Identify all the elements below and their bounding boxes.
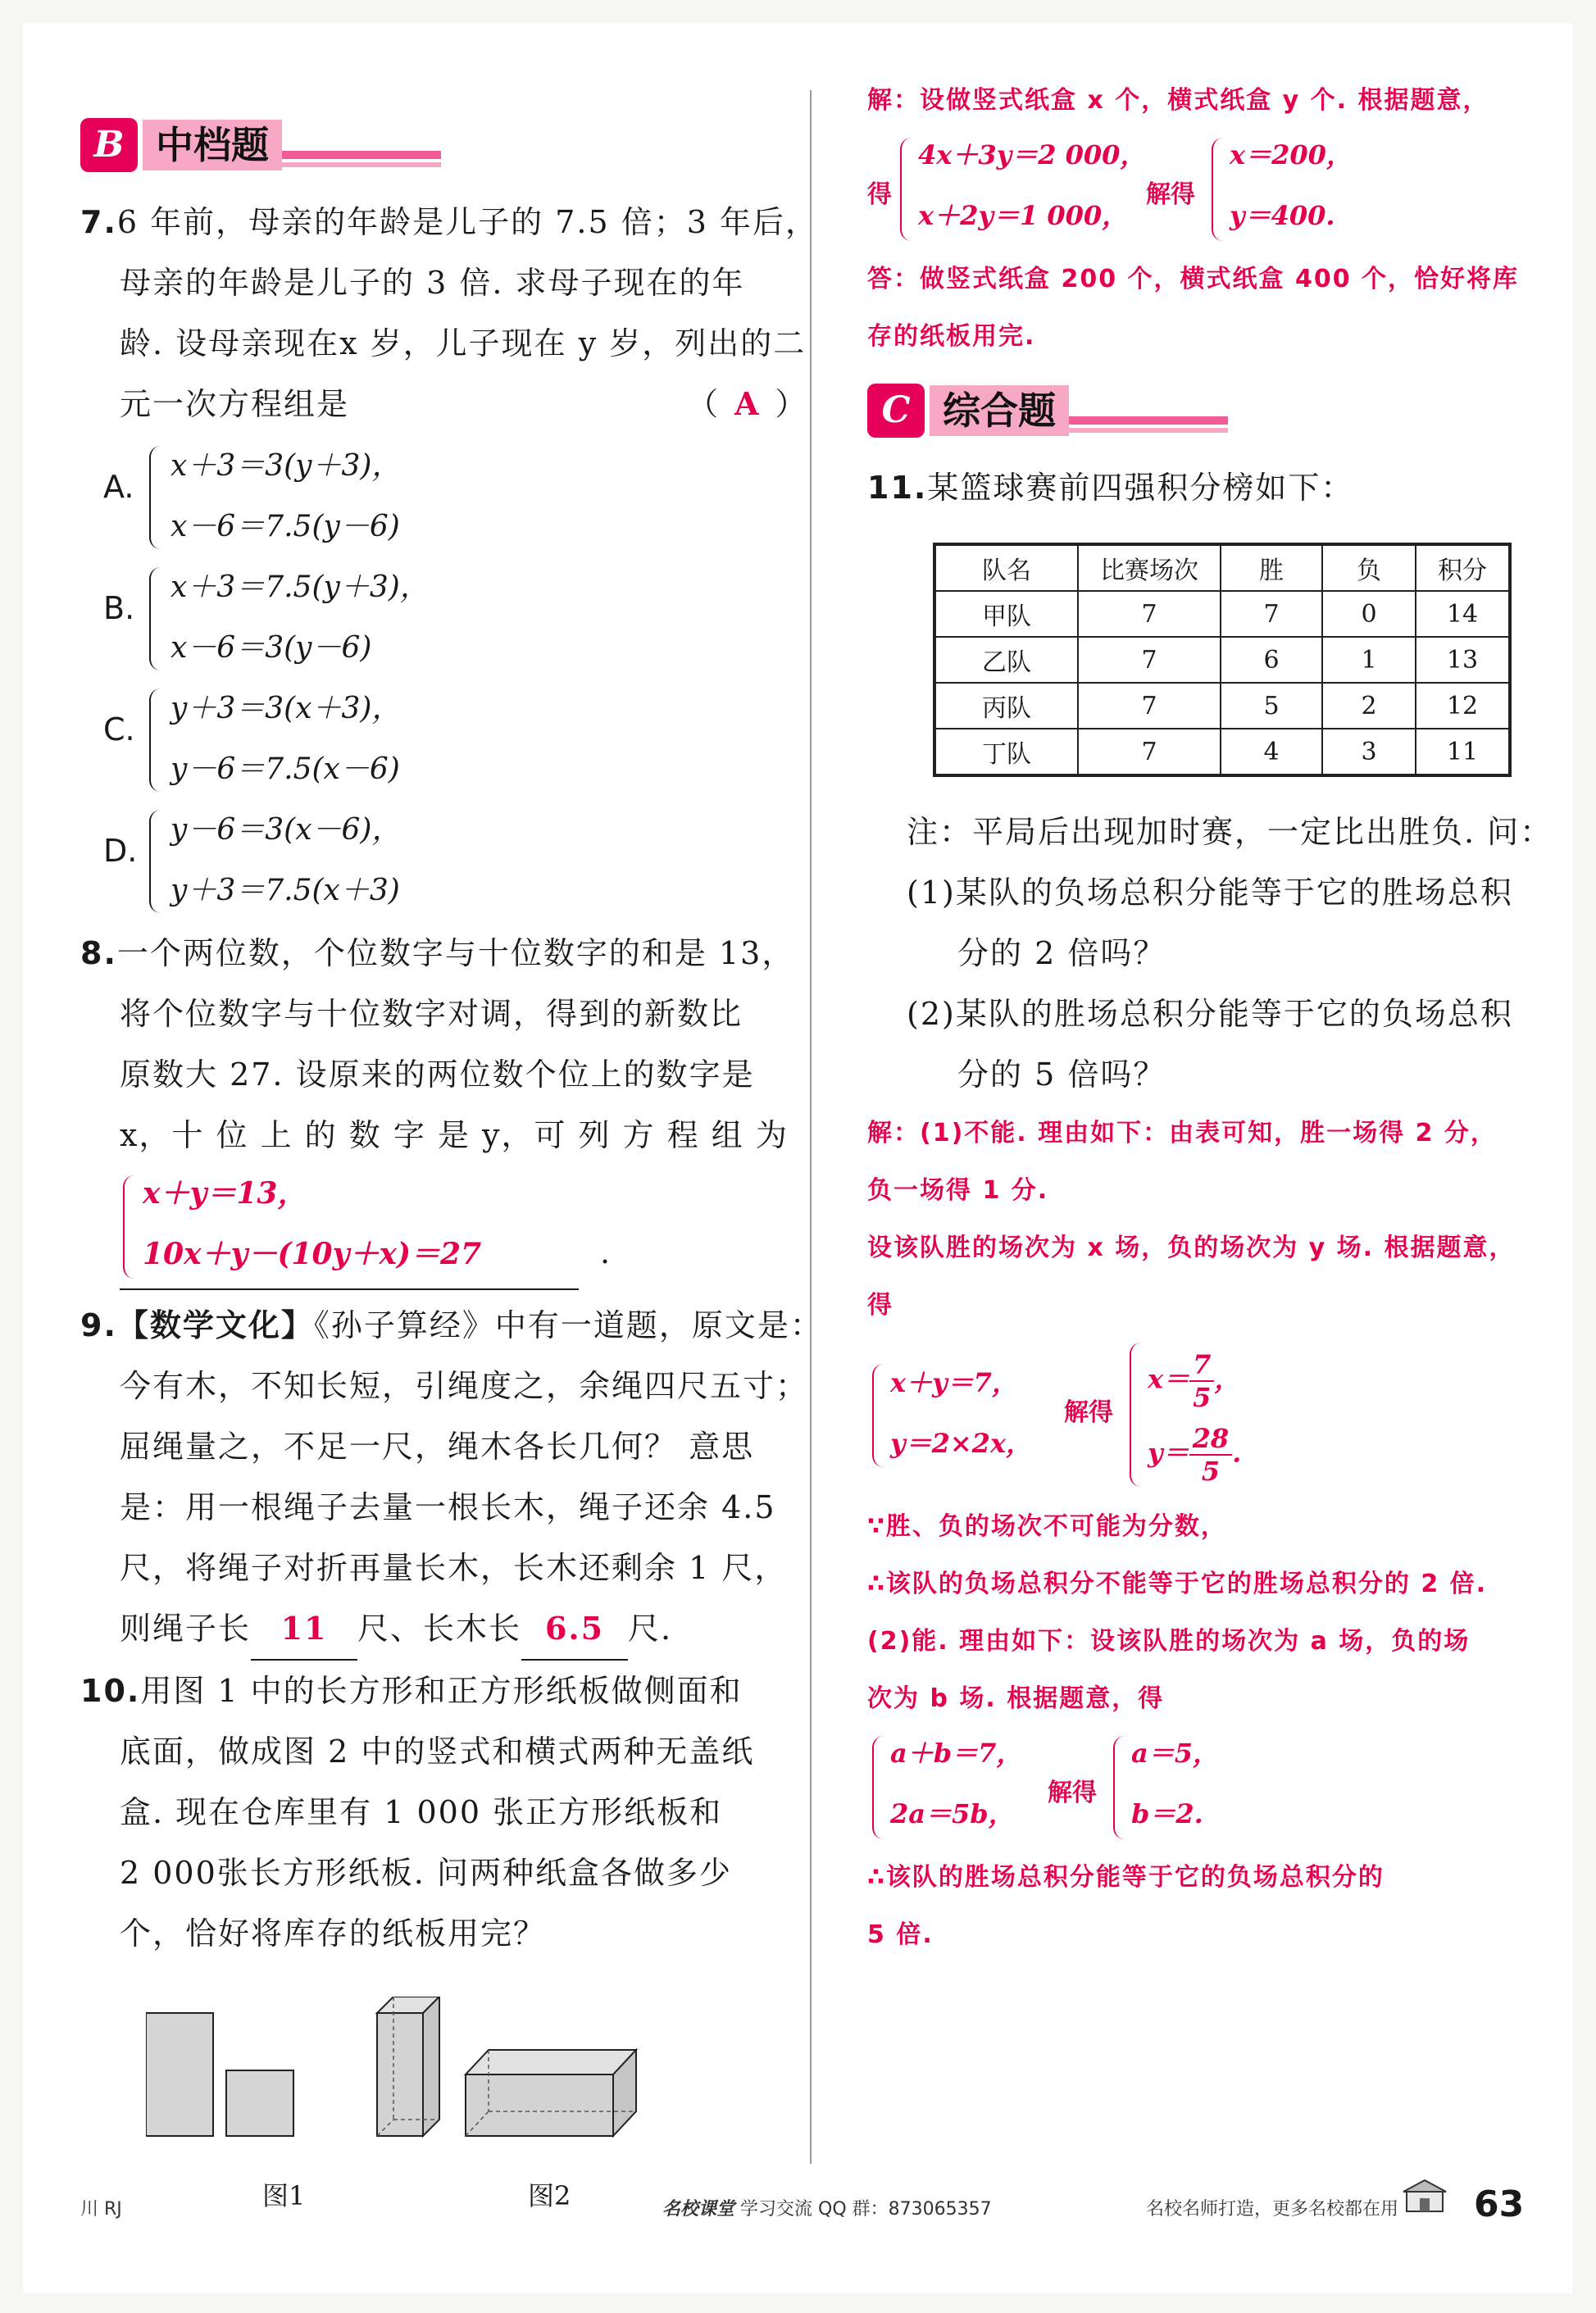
section-c-header xyxy=(867,379,1539,448)
brace xyxy=(149,446,167,549)
brace xyxy=(123,1175,141,1279)
rectangle-board xyxy=(146,2013,213,2136)
section-c-stripe-2 xyxy=(1064,428,1228,433)
q7-line-2: 母亲的年龄是儿子的 3 倍. 求母子现在的年 xyxy=(120,265,745,301)
footer-qq: 学习交流 QQ 群：873065357 xyxy=(740,2199,992,2220)
q11-system-a: x＋y＝7， y＝2×2x， 解得 x＝ $\frac{7}{5}$ ， y＝ $\frac{28}{5}$ . xyxy=(867,1334,1539,1498)
q7-option-d: D. y－6＝3(x－6)， y＋3＝7.5(x＋3) xyxy=(80,802,785,923)
q8-line-4: x，十 位 上 的 数 字 是 y，可 列 方 程 组 为 xyxy=(120,1117,789,1153)
q11-sol-8: 次为 b 场. 根据题意，得 xyxy=(867,1684,1165,1713)
standings-table xyxy=(933,543,1512,777)
q7-line-1: 6 年前，母亲的年龄是儿子的 7.5 倍；3 年后， xyxy=(116,204,818,240)
table-row: 乙队 7 6 1 13 xyxy=(934,637,1510,683)
page-number: 63 xyxy=(1474,2183,1525,2225)
q9-blank-wood: 6.5 xyxy=(521,1598,628,1661)
q8-answer-system: x＋y＝13， 10x＋y－(10y＋x)＝27 . xyxy=(120,1166,579,1290)
col-losses: 负 xyxy=(1322,544,1416,591)
question-11 xyxy=(867,457,1553,1964)
footer-edition: 川 RJ xyxy=(80,2199,122,2220)
table-header-row xyxy=(934,544,1510,591)
q11-number: 11. xyxy=(867,470,928,506)
q11-system-b: a＋b＝7， 2a＝5b， 解得 a＝5， b＝2. xyxy=(867,1728,1539,1849)
section-b-label: 中档题 xyxy=(143,120,282,170)
q7-answer-bracket: （ A ） xyxy=(687,385,808,422)
brace xyxy=(149,567,167,670)
q10-number: 10. xyxy=(80,1673,141,1709)
q11-sol-1: 解：(1)不能. 理由如下：由表可知，胜一场得 2 分， xyxy=(867,1119,1497,1147)
table-row: 甲队 7 7 0 14 xyxy=(934,591,1510,637)
q9-tag: 【数学文化】 xyxy=(116,1306,314,1343)
q9-number: 9. xyxy=(80,1307,117,1343)
q11-text: 某篮球赛前四强积分榜如下： xyxy=(927,470,1354,506)
question-8 xyxy=(80,923,795,1290)
col-wins: 胜 xyxy=(1221,544,1322,591)
brand-logo-icon xyxy=(1400,2177,1449,2218)
question-9: 9.【数学文化】《孙子算经》中有一道题，原文是： 今有木，不知长短，引绳度之，余绳四尺五寸； 屈绳量之，不足一尺，绳木各长几何？ 意思 是：用一根绳子去量一根长木，绳子还余 4.5 尺，将绳子对折再量长木，长木还剩余 1 尺， 则绳子长 11 尺、长木长 6.5 尺. xyxy=(80,1295,785,1661)
q11-sol-5: ∵胜、负的场次不可能为分数， xyxy=(867,1512,1227,1541)
q10-sol-line-2: 答：做竖式纸盒 200 个，横式纸盒 400 个，恰好将库 xyxy=(867,265,1520,293)
q11-sol-2: 负一场得 1 分. xyxy=(867,1176,1049,1205)
q10-solution xyxy=(867,72,1539,366)
question-10 xyxy=(80,1661,785,2243)
brace xyxy=(872,1364,890,1467)
q11-sol-6: ∴该队的负场总积分不能等于它的胜场总积分的 2 倍. xyxy=(867,1570,1488,1598)
q7-option-b: B. x＋3＝7.5(y＋3)， x－6＝3(y－6) xyxy=(80,559,785,680)
q7-line-4: 元一次方程组是 xyxy=(120,386,350,422)
section-b-header xyxy=(80,113,785,182)
q11-sol-9: ∴该队的胜场总积分能等于它的负场总积分的 xyxy=(867,1863,1385,1892)
brace xyxy=(900,138,918,241)
q8-line-1: 一个两位数，个位数字与十位数字的和是 13， xyxy=(116,935,795,971)
q11-part-2b: 分的 5 倍吗？ xyxy=(957,1057,1166,1093)
q8-number: 8. xyxy=(80,935,117,971)
q7-number: 7. xyxy=(80,204,117,240)
q11-sol-3: 设该队胜的场次为 x 场，负的场次为 y 场. 根据题意， xyxy=(867,1234,1516,1262)
brace xyxy=(1130,1343,1148,1487)
brace xyxy=(1212,138,1230,241)
question-7 xyxy=(80,192,818,923)
q9-line-4: 是：用一根绳子去量一根长木，绳子还余 4.5 xyxy=(120,1489,776,1525)
section-c-label: 综合题 xyxy=(930,385,1069,436)
footer-center xyxy=(662,2195,992,2220)
figure-1-label: 图1 xyxy=(262,2180,306,2211)
q9-line-2: 今有木，不知长短，引绳度之，余绳四尺五寸； xyxy=(120,1368,809,1404)
q8-line-2: 将个位数字与十位数字对调，得到的新数比 xyxy=(120,996,743,1032)
q10-line-5: 个，恰好将库存的纸板用完？ xyxy=(120,1915,547,1952)
q9-line-3: 屈绳量之，不足一尺，绳木各长几何？ 意思 xyxy=(120,1429,755,1465)
col-team: 队名 xyxy=(934,544,1078,591)
q7-option-c: C. y＋3＝3(x＋3)， y－6＝7.5(x－6) xyxy=(80,680,785,802)
brace xyxy=(149,810,167,913)
q7-option-a: A. x＋3＝3(y＋3)， x－6＝7.5(y－6) xyxy=(80,438,785,559)
box-figures xyxy=(146,1997,769,2202)
q11-sol-10: 5 倍. xyxy=(867,1920,934,1949)
col-points: 积分 xyxy=(1416,544,1510,591)
brace xyxy=(1113,1736,1131,1839)
q10-line-4: 2 000张长方形纸板. 问两种纸盒各做多少 xyxy=(120,1855,732,1891)
q10-line-2: 底面，做成图 2 中的竖式和横式两种无盖纸 xyxy=(120,1734,755,1770)
q10-sol-line-1: 解：设做竖式纸盒 x 个，横式纸盒 y 个. 根据题意， xyxy=(867,86,1489,115)
section-c-letter: C xyxy=(867,384,925,438)
q7-options xyxy=(80,438,785,923)
q11-part-1a: (1)某队的负场总积分能等于它的胜场总积 xyxy=(907,875,1513,911)
square-board xyxy=(226,2070,293,2136)
vertical-box xyxy=(377,1997,439,2136)
q9-blank-rope: 11 xyxy=(251,1598,357,1661)
q10-sol-system: 得 4x＋3y＝2 000， x＋2y＝1 000， 解得 x＝200， y＝400. xyxy=(867,130,1539,251)
table-row: 丁队 7 4 3 11 xyxy=(934,729,1510,775)
table-row: 丙队 7 5 2 12 xyxy=(934,683,1510,729)
q7-answer: A xyxy=(734,385,761,422)
q11-part-1b: 分的 2 倍吗？ xyxy=(957,935,1166,971)
footer-brand: 名校课堂 xyxy=(662,2199,735,2220)
brace xyxy=(872,1736,890,1839)
q8-line-3: 原数大 27. 设原来的两位数个位上的数字是 xyxy=(120,1057,755,1093)
q10-line-3: 盒. 现在仓库里有 1 000 张正方形纸板和 xyxy=(120,1794,723,1830)
brace xyxy=(149,688,167,792)
right-column xyxy=(867,86,1553,1964)
section-b-letter: B xyxy=(80,118,138,172)
fraction-28-5: $\frac{28}{5}$ xyxy=(1189,1423,1233,1487)
section-b-stripe-2 xyxy=(277,162,441,167)
q11-note: 注：平局后出现加时赛，一定比出胜负. 问： xyxy=(907,814,1553,850)
q11-sol-7: (2)能. 理由如下：设该队胜的场次为 a 场，负的场 xyxy=(867,1627,1471,1656)
figure-2-label: 图2 xyxy=(528,2180,571,2211)
q7-line-3: 龄. 设母亲现在x 岁，儿子现在 y 岁，列出的二 xyxy=(120,325,807,361)
q9-line-5: 尺，将绳子对折再量长木，长木还剩余 1 尺， xyxy=(120,1550,788,1586)
col-games: 比赛场次 xyxy=(1078,544,1221,591)
left-column xyxy=(80,113,823,2243)
q11-sol-4: 得 xyxy=(867,1291,893,1320)
horizontal-box xyxy=(466,2050,636,2136)
q10-line-1: 用图 1 中的长方形和正方形纸板做侧面和 xyxy=(140,1673,743,1709)
page xyxy=(23,23,1572,2293)
footer-slogan: 名校名师打造，更多名校都在用 xyxy=(1146,2199,1399,2220)
column-divider xyxy=(810,90,812,2164)
fraction-7-5: $\frac{7}{5}$ xyxy=(1189,1349,1214,1413)
q11-part-2a: (2)某队的胜场总积分能等于它的负场总积 xyxy=(907,996,1513,1032)
q10-sol-line-3: 存的纸板用完. xyxy=(867,322,1036,351)
q9-line-1: 《孙子算经》中有一道题，原文是： xyxy=(313,1307,823,1343)
